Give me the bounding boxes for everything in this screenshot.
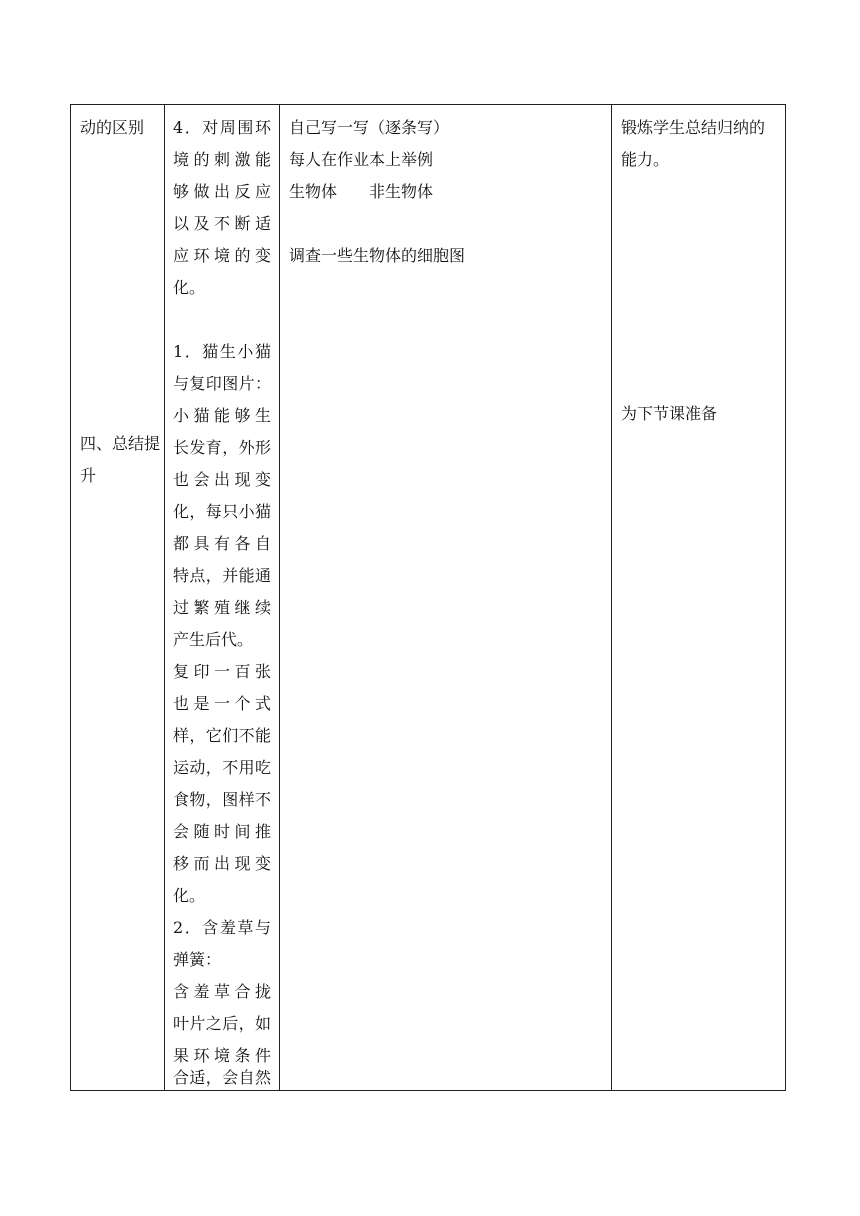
stage-label-2-line-2: 升 [80, 466, 97, 485]
activity-line: 调查一些生物体的细胞图 [289, 246, 466, 265]
content-line: 1．猫生小猫 [173, 342, 271, 361]
table-row [71, 105, 786, 1091]
content-line: 2．含羞草与 [173, 918, 271, 937]
content-cell-content [165, 105, 279, 1090]
intent-line: 锻炼学生总结归纳的 [621, 118, 766, 137]
stage-label-2-line-1: 四、总结提 [80, 434, 161, 453]
content-line: 弹簧： [173, 950, 222, 969]
content-line: 以及不断适 [173, 214, 271, 233]
activity-column-cell [280, 105, 612, 1091]
content-line: 够做出反应 [173, 182, 271, 201]
content-line: 食物，图样不 [173, 790, 271, 809]
content-line: 化。 [173, 886, 206, 905]
content-line: 合适，会自然 [173, 1068, 271, 1087]
content-line: 化，每只小猫 [173, 502, 271, 521]
intent-line: 为下节课准备 [621, 404, 718, 423]
content-line: 移而出现变 [173, 854, 271, 873]
content-line: 会随时间推 [173, 822, 271, 841]
content-line: 也是一个式 [173, 694, 271, 713]
content-line: 产生后代。 [173, 630, 254, 649]
intent-line: 能力。 [621, 150, 670, 169]
content-line: 样，它们不能 [173, 726, 271, 745]
content-line: 叶片之后，如 [173, 1014, 271, 1033]
content-line: 长发育，外形 [173, 438, 271, 457]
content-column-cell [165, 105, 280, 1091]
activity-line: 每人在作业本上举例 [289, 150, 434, 169]
content-line: 与复印图片： [173, 374, 271, 393]
activity-line: 生物体 非生物体 [289, 182, 434, 201]
activity-cell-content [280, 105, 611, 1090]
content-line: 化。 [173, 278, 206, 297]
activity-line: 自己写一写（逐条写） [289, 118, 450, 137]
content-line: 也会出现变 [173, 470, 271, 489]
stage-cell-content [71, 105, 164, 1090]
content-line: 小猫能够生 [173, 406, 271, 425]
content-line: 境的刺激能 [173, 150, 271, 169]
content-line: 应环境的变 [173, 246, 271, 265]
content-line: 4．对周围环 [173, 118, 271, 137]
content-line: 果环境条件 [173, 1046, 271, 1065]
stage-label-1: 动的区别 [80, 118, 145, 137]
content-line: 都具有各自 [173, 534, 271, 553]
lesson-plan-table [70, 104, 786, 1091]
content-line: 运动，不用吃 [173, 758, 271, 777]
content-line: 含羞草合拢 [173, 982, 271, 1001]
intent-column-cell [612, 105, 786, 1091]
content-line: 复印一百张 [173, 662, 271, 681]
content-line: 特点，并能通 [173, 566, 271, 585]
intent-cell-content [612, 105, 785, 1090]
content-line: 过繁殖继续 [173, 598, 271, 617]
stage-column-cell [71, 105, 165, 1091]
